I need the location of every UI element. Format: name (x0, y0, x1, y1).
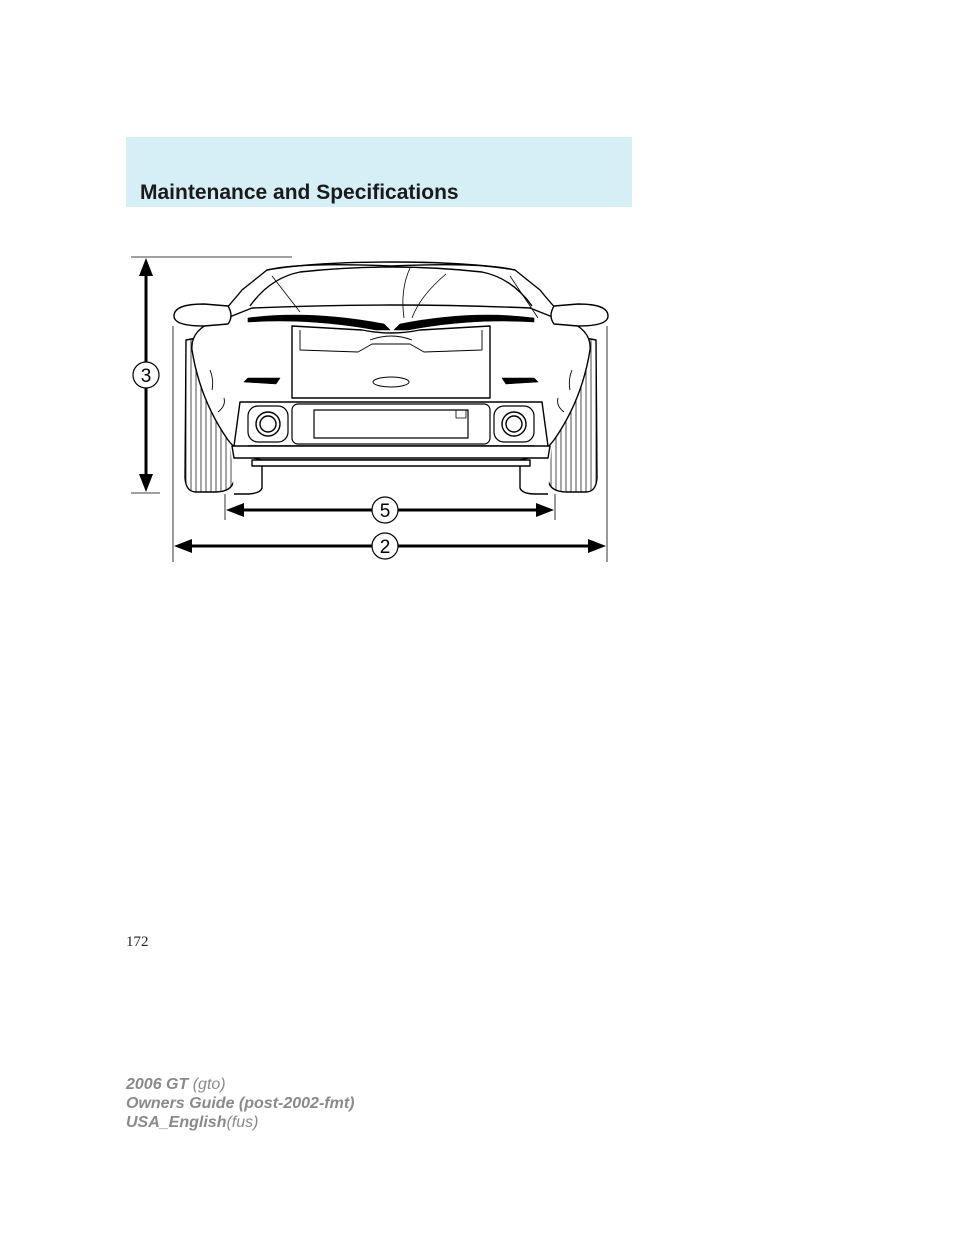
footer-line-guide (126, 1094, 354, 1113)
footer-guide: Owners Guide (post-2002-fmt) (126, 1095, 355, 1112)
page-number: 172 (126, 934, 149, 950)
callout-track-width-label: 5 (379, 501, 391, 522)
callout-height-label: 3 (140, 366, 152, 387)
right-mirror (551, 304, 608, 326)
callout-overall-width-label: 2 (379, 537, 391, 558)
vehicle-dimensions-figure (0, 0, 960, 620)
callout-overall-width (372, 533, 398, 559)
left-mirror (174, 304, 231, 326)
section-title: Maintenance and Specifications (140, 181, 459, 204)
footer-line-model (126, 1075, 354, 1094)
footer-language: USA_English (126, 1114, 227, 1131)
callout-track-width (372, 497, 398, 523)
footer-model: 2006 GT (126, 1076, 189, 1093)
footer-language-code: (fus) (226, 1114, 259, 1131)
footer-model-code: (gto) (192, 1076, 226, 1093)
callout-height (133, 362, 159, 388)
footer-line-language (126, 1113, 354, 1132)
document-footer (126, 1075, 354, 1132)
vehicle-front-view (174, 262, 608, 494)
